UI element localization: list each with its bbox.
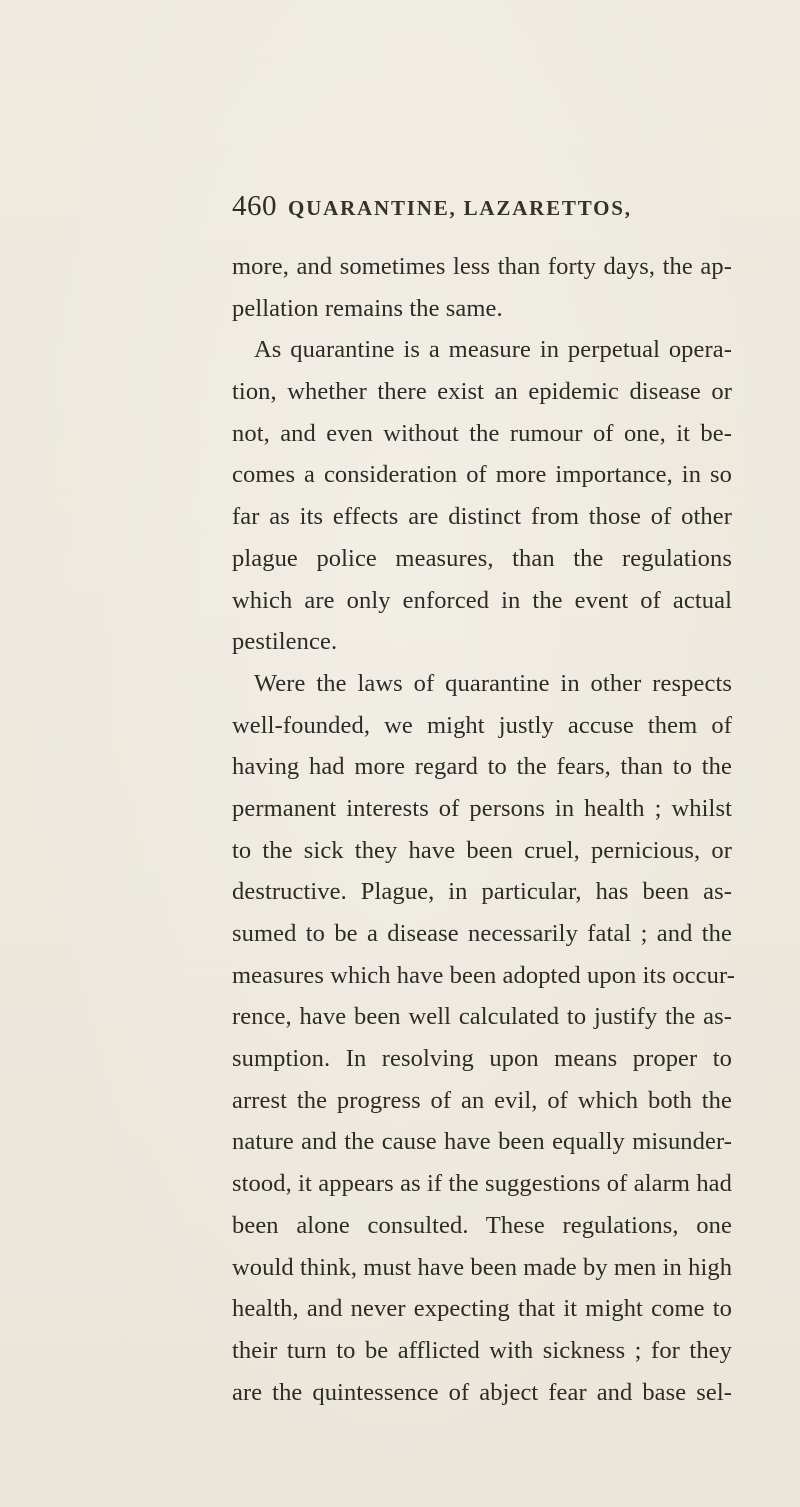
text-line: measures which have been adopted upon its occur- bbox=[232, 961, 735, 989]
text-line: more, and sometimes less than forty days, the ap- bbox=[232, 253, 732, 280]
text-line: are the quintessence of abject fear and base sel- bbox=[232, 1378, 732, 1406]
text-line: sumption. In resolving upon means proper to bbox=[232, 1045, 732, 1073]
text-line: been alone consulted. These regulations, one bbox=[232, 1211, 732, 1239]
text-line: tion, whether there exist an epidemic disease or bbox=[232, 378, 732, 406]
text-line: not, and even without the rumour of one, it be- bbox=[232, 419, 732, 447]
text-line: As quarantine is a measure in perpetual opera- bbox=[254, 336, 732, 364]
text-line: nature and the cause have been equally misunder- bbox=[232, 1128, 732, 1156]
text-line: stood, it appears as if the suggestions of alarm had bbox=[232, 1170, 732, 1198]
text-line: arrest the progress of an evil, of which both the bbox=[232, 1086, 732, 1114]
text-line: pestilence. bbox=[232, 628, 338, 656]
text-line: plague police measures, than the regulations bbox=[232, 544, 732, 572]
text-line: having had more regard to the fears, than to the bbox=[232, 753, 732, 781]
text-line: their turn to be afflicted with sickness ; for they bbox=[232, 1336, 732, 1364]
text-line: destructive. Plague, in particular, has been as- bbox=[232, 878, 732, 906]
text-line: sumed to be a disease necessarily fatal ; and the bbox=[232, 920, 732, 947]
text-line: health, and never expecting that it might come to bbox=[232, 1295, 732, 1323]
text-line: comes a consideration of more importance, in so bbox=[232, 461, 732, 489]
text-line: permanent interests of persons in health ; whilst bbox=[232, 794, 732, 822]
text-line: would think, must have been made by men in high bbox=[232, 1253, 733, 1281]
body-text bbox=[232, 246, 735, 1413]
text-line: well-founded, we might justly accuse them of bbox=[232, 711, 732, 739]
page-number: 460 bbox=[232, 190, 277, 222]
running-title: QUARANTINE, LAZARETTOS, bbox=[288, 196, 632, 220]
text-line: rence, have been well calculated to justify the as- bbox=[232, 1003, 732, 1031]
text-line: Were the laws of quarantine in other respects bbox=[254, 669, 732, 697]
text-line: far as its effects are distinct from those of other bbox=[232, 503, 732, 531]
text-line: which are only enforced in the event of actual bbox=[232, 586, 732, 614]
text-line: to the sick they have been cruel, pernicious, or bbox=[232, 836, 732, 864]
text-line: pellation remains the same. bbox=[232, 294, 503, 322]
